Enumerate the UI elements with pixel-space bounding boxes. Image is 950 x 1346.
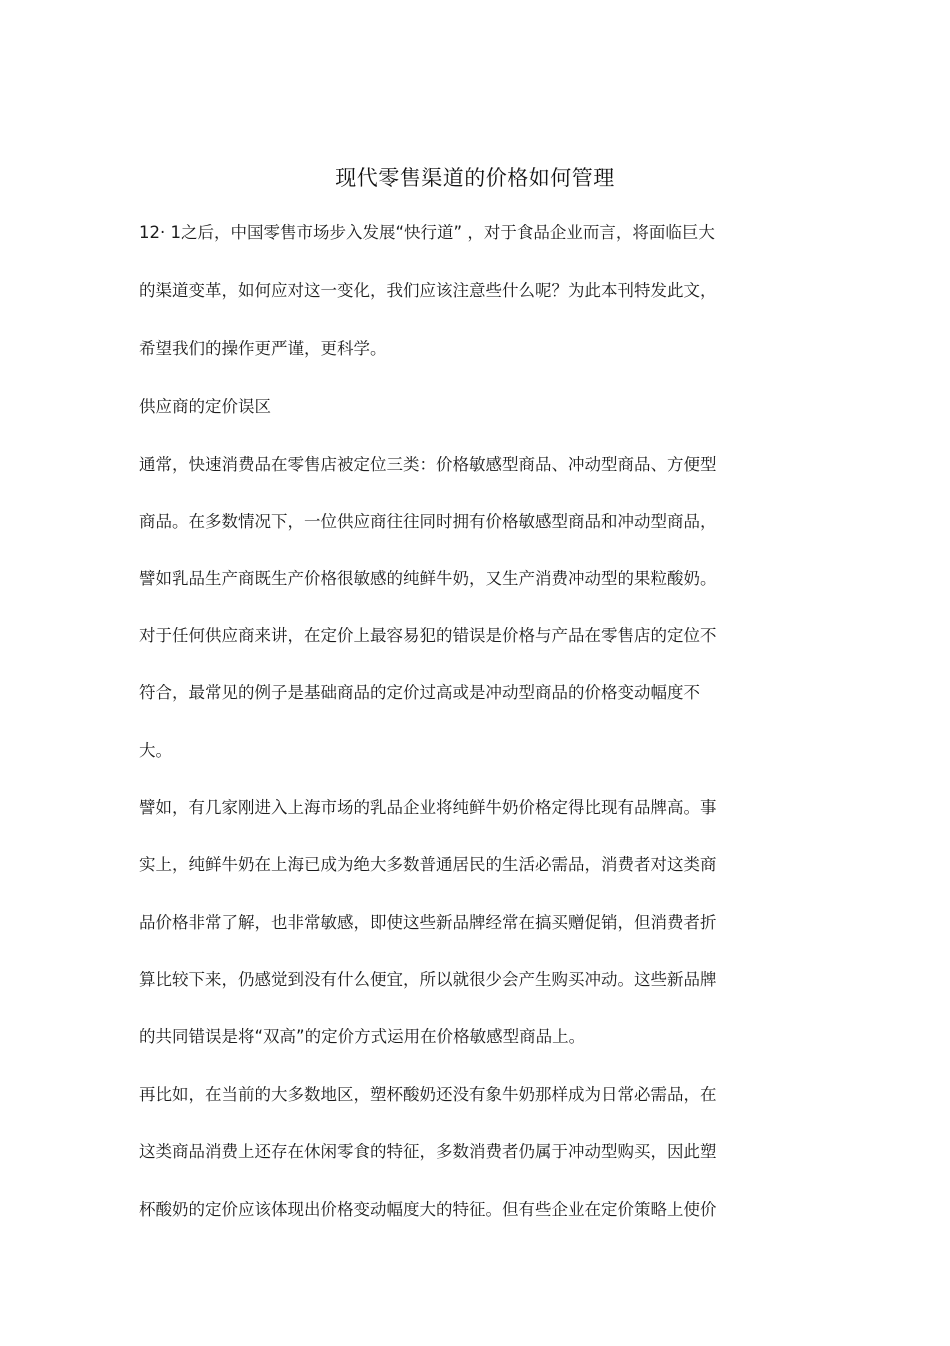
text-line: 希望我们的操作更严谨，更科学。 (139, 339, 387, 358)
text-line: 通常，快速消费品在零售店被定位三类：价格敏感型商品、冲动型商品、方便型 (139, 455, 717, 474)
text-line: 品价格非常了解，也非常敏感，即使这些新品牌经常在搞买赠促销，但消费者折 (139, 913, 717, 932)
text-line: 的共同错误是将“双高”的定价方式运用在价格敏感型商品上。 (139, 1027, 586, 1046)
section-heading: 供应商的定价误区 (139, 397, 271, 416)
text-line: 对于任何供应商来讲，在定价上最容易犯的错误是价格与产品在零售店的定位不 (139, 626, 717, 645)
text-line: 实上，纯鲜牛奶在上海已成为绝大多数普通居民的生活必需品，消费者对这类商 (139, 855, 717, 874)
text-line: 譬如，有几家刚进入上海市场的乳品企业将纯鲜牛奶价格定得比现有品牌高。事 (139, 798, 717, 817)
text-line: 12· 1之后，中国零售市场步入发展“快行道” ，对于食品企业而言，将面临巨大 (139, 223, 715, 242)
text-line: 算比较下来，仍感觉到没有什么便宜，所以就很少会产生购买冲动。这些新品牌 (139, 970, 717, 989)
text-line: 的渠道变革，如何应对这一变化，我们应该注意些什么呢？为此本刊特发此文， (139, 281, 717, 300)
text-line: 杯酸奶的定价应该体现出价格变动幅度大的特征。但有些企业在定价策略上使价 (139, 1200, 717, 1219)
text-line: 商品。在多数情况下，一位供应商往往同时拥有价格敏感型商品和冲动型商品， (139, 512, 717, 531)
text-line: 再比如，在当前的大多数地区，塑杯酸奶还没有象牛奶那样成为日常必需品，在 (139, 1085, 717, 1104)
text-line: 这类商品消费上还存在休闲零食的特征，多数消费者仍属于冲动型购买，因此塑 (139, 1142, 717, 1161)
text-line: 譬如乳品生产商既生产价格很敏感的纯鲜牛奶，又生产消费冲动型的果粒酸奶。 (139, 569, 717, 588)
text-line: 符合，最常见的例子是基础商品的定价过高或是冲动型商品的价格变动幅度不 (139, 683, 700, 702)
text-line: 大。 (139, 741, 172, 760)
page-title: 现代零售渠道的价格如何管理 (335, 166, 615, 190)
